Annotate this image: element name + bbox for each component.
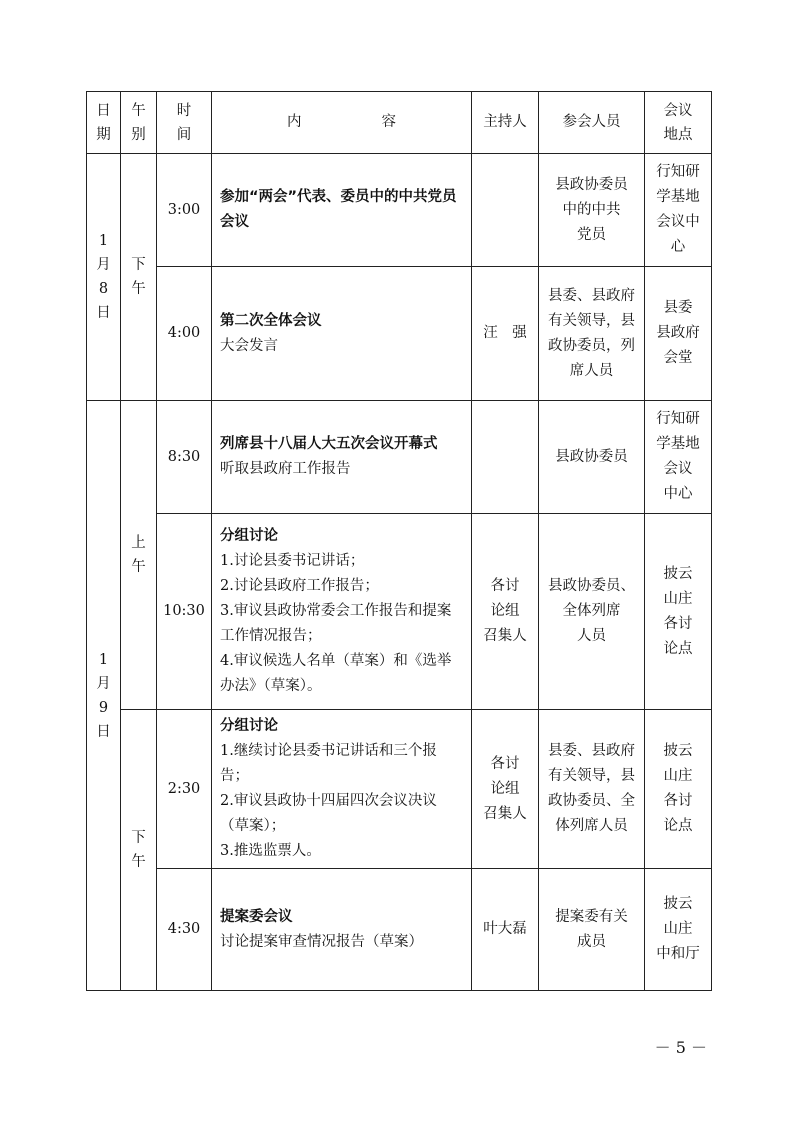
attendees-cell: 县委、县政府 有关领导，县 政协委员、全 体列席人员 [539,710,645,869]
session-title: 列席县十八届人大五次会议开幕式 [220,436,438,452]
venue-cell: 行知研 学基地 会议中 心 [645,154,712,267]
session-detail-line: 1.继续讨论县委书记讲话和三个报告； [220,743,437,784]
header-host: 主持人 [472,92,539,154]
session-title: 分组讨论 [220,528,278,544]
schedule-table [86,91,712,991]
attendees-cell: 县政协委员 [539,401,645,514]
host-cell [472,401,539,514]
header-time: 时 间 [157,92,212,154]
time-cell: 10:30 [157,514,212,710]
session-row [87,514,712,710]
time-cell: 4:30 [157,869,212,991]
session-detail-line: 听取县政府工作报告 [220,461,351,477]
venue-cell: 行知研 学基地 会议 中心 [645,401,712,514]
header-venue: 会议 地点 [645,92,712,154]
period-cell: 上 午 [121,401,157,710]
venue-cell: 披云 山庄 各讨 论点 [645,710,712,869]
attendees-cell: 县政协委员 中的中共 党员 [539,154,645,267]
attendees-cell: 提案委有关 成员 [539,869,645,991]
host-cell: 各讨 论组 召集人 [472,710,539,869]
session-row [87,710,712,869]
session-detail-line: 3.推选监票人。 [220,843,321,859]
venue-cell: 披云 山庄 各讨 论点 [645,514,712,710]
venue-cell: 县委 县政府 会堂 [645,267,712,401]
header-attendees: 参会人员 [539,92,645,154]
header-period: 午 别 [121,92,157,154]
content-cell [212,267,472,401]
content-cell [212,401,472,514]
session-row [87,869,712,991]
period-cell: 下 午 [121,710,157,991]
session-detail-line: 大会发言 [220,337,278,354]
session-detail-line: 2.讨论县政府工作报告； [220,578,379,594]
attendees-cell: 县政协委员、 全体列席 人员 [539,514,645,710]
session-title: 第二次全体会议 [220,312,322,329]
period-cell: 下 午 [121,154,157,401]
content-cell [212,710,472,869]
host-cell: 汪 强 [472,267,539,401]
session-row [87,154,712,267]
host-cell: 各讨 论组 召集人 [472,514,539,710]
session-title: 参加“两会”代表、委员中的中共党员会议 [220,189,457,230]
time-cell: 2:30 [157,710,212,869]
header-row [87,92,712,154]
time-cell: 4:00 [157,267,212,401]
attendees-cell: 县委、县政府 有关领导，县 政协委员，列 席人员 [539,267,645,401]
date-cell: 1 月 9 日 [87,401,121,991]
time-cell: 8:30 [157,401,212,514]
content-cell [212,514,472,710]
header-date: 日 期 [87,92,121,154]
content-cell [212,869,472,991]
session-detail-line: 3.审议县政协常委会工作报告和提案工作情况报告； [220,603,452,644]
session-title: 提案委会议 [220,908,293,925]
host-cell [472,154,539,267]
session-row [87,267,712,401]
host-cell: 叶大磊 [472,869,539,991]
content-cell [212,154,472,267]
session-detail-line: 1.讨论县委书记讲话； [220,553,365,569]
session-detail-line: 2.审议县政协十四届四次会议决议（草案）； [220,793,437,834]
time-cell: 3:00 [157,154,212,267]
venue-cell: 披云 山庄 中和厅 [645,869,712,991]
page-number: － 5 － [654,1038,707,1057]
session-detail-line: 4.审议候选人名单（草案）和《选举办法》（草案）。 [220,653,452,694]
session-row [87,401,712,514]
session-detail-line: 讨论提案审查情况报告（草案） [220,933,423,950]
header-content: 内 容 [212,92,472,154]
date-cell: 1 月 8 日 [87,154,121,401]
session-title: 分组讨论 [220,718,278,734]
